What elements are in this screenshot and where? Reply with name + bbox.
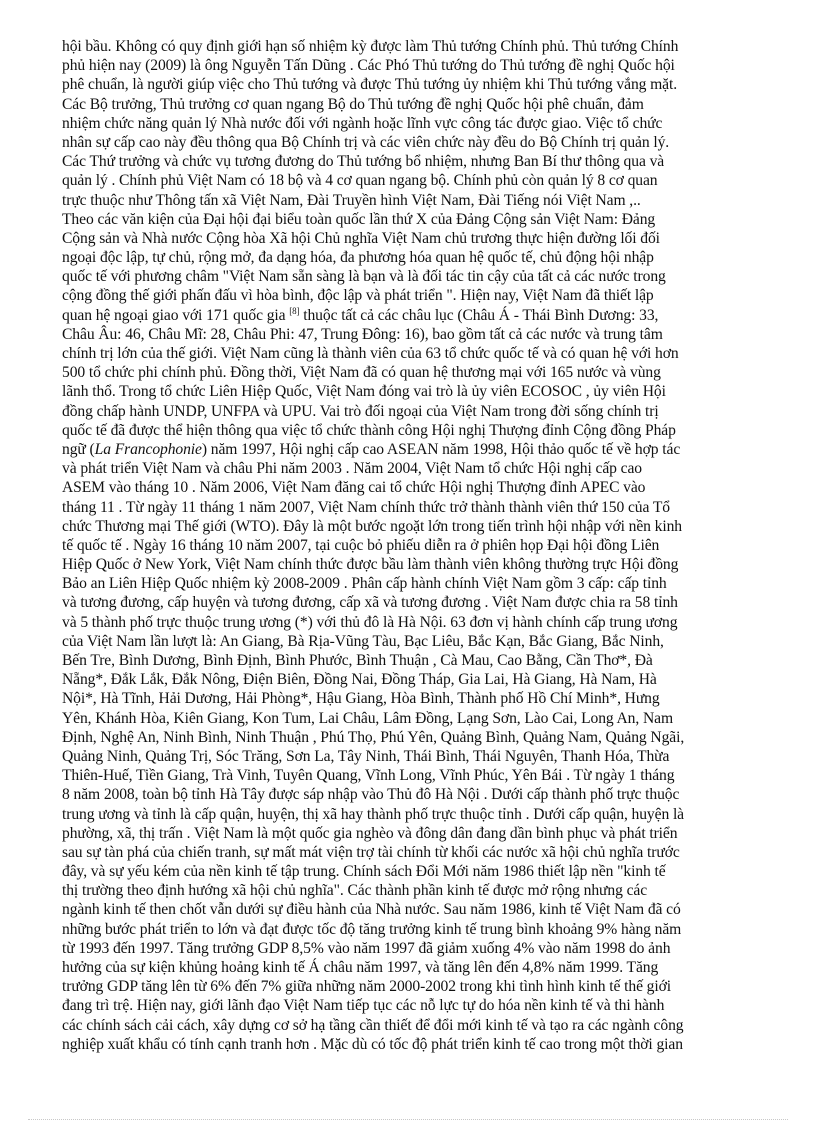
- text-run: ASEM vào tháng 10 . Năm 2006, Việt Nam đăng cai tổ chức Hội nghị Thượng đỉnh APEC vào: [62, 479, 646, 497]
- text-run: những bước phát triển to lớn và đạt được tốc độ tăng trưởng kinh tế trung bình khoảng 9% hàng năm: [62, 920, 682, 938]
- body-text: [62, 37, 782, 1054]
- text-run: trực thuộc như Thông tấn xã Việt Nam, Đài Truyền hình Việt Nam, Đài Tiếng nói Việt Nam ,..: [62, 191, 641, 209]
- text-line: [62, 1016, 782, 1035]
- text-run: tháng 11 . Từ ngày 11 tháng 1 năm 2007, Việt Nam chính thức trở thành thành viên thứ 150 của Tổ: [62, 498, 670, 516]
- text-line: [62, 709, 782, 728]
- text-run: quan hệ ngoại giao với 171 quốc gia: [62, 306, 290, 324]
- text-line: [62, 478, 782, 497]
- text-run: đang trì trệ. Hiện nay, giới lãnh đạo Việt Nam tiếp tục các nỗ lực tự do hóa nền kinh tế và thi hành: [62, 997, 665, 1015]
- text-run: phê chuẩn, là người giúp việc cho Thủ tướng và được Thủ tướng ủy nhiệm khi Thủ tướng vắng mặt.: [62, 76, 678, 94]
- text-line: [62, 555, 782, 574]
- text-run: trưởng GDP tăng lên từ 6% đến 7% giữa những năm 2000-2002 trong khi tình hình kinh tế thế giới: [62, 978, 671, 996]
- text-line: [62, 171, 782, 190]
- text-line: [62, 248, 782, 267]
- text-run: quản lý . Chính phủ Việt Nam có 18 bộ và 4 cơ quan ngang bộ. Chính phủ còn quản lý 8 cơ quan: [62, 172, 658, 190]
- text-line: [62, 728, 782, 747]
- footnote-reference[interactable]: [8]: [289, 305, 300, 316]
- text-line: [62, 95, 782, 114]
- text-line: [62, 191, 782, 210]
- text-run: sau sự tàn phá của chiến tranh, sự mất mát viện trợ tài chính từ khối các nước xã hội chủ nghĩa trước: [62, 843, 680, 861]
- text-line: [62, 1035, 782, 1054]
- text-line: [62, 286, 782, 305]
- text-run: Nẵng*, Đắk Lắk, Đắk Nông, Điện Biên, Đồng Nai, Đồng Tháp, Gia Lai, Hà Giang, Hà Nam, Hà: [62, 671, 657, 689]
- text-line: [62, 977, 782, 996]
- text-run: hội bầu. Không có quy định giới hạn số nhiệm kỳ được làm Thủ tướng Chính phủ. Thủ tướng Chính: [62, 38, 679, 55]
- text-run: phủ hiện nay (2009) là ông Nguyễn Tấn Dũng . Các Phó Thủ tướng do Thủ tướng đề nghị Quốc hội: [62, 57, 675, 75]
- text-run: Các Bộ trưởng, Thủ trưởng cơ quan ngang Bộ do Thủ tướng đề nghị Quốc hội phê chuẩn, đảm: [62, 95, 644, 113]
- text-line: [62, 306, 782, 325]
- text-run: 8 năm 2008, toàn bộ tỉnh Hà Tây được sáp nhập vào Thủ đô Hà Nội . Dưới cấp thành phố trực thuộc: [62, 786, 680, 804]
- italic-term: La Francophonie: [94, 440, 202, 458]
- text-line: [62, 900, 782, 919]
- text-run: ngành kinh tế then chốt vẫn dưới sự điều hành của Nhà nước. Sau năm 1986, kinh tế Việt Nam đã có: [62, 901, 681, 919]
- text-line: [62, 862, 782, 881]
- text-run: Cộng sản và Nhà nước Cộng hòa Xã hội Chủ nghĩa Việt Nam chủ trương thực hiện đường lối đối: [62, 229, 660, 247]
- text-run: đồng chấp hành UNDP, UNFPA và UPU. Vai trò đối ngoại của Việt Nam trong đời sống chính trị: [62, 402, 659, 420]
- text-line: [62, 536, 782, 555]
- text-run: 500 tổ chức phi chính phủ. Đồng thời, Việt Nam đã có quan hệ thương mại với 165 nước và vùng: [62, 364, 661, 382]
- text-line: [62, 56, 782, 75]
- text-line: [62, 785, 782, 804]
- text-line: [62, 210, 782, 229]
- text-line: [62, 766, 782, 785]
- text-run: nhân sự cấp cao này đều thông qua Bộ Chính trị và các viên chức này đều do Bộ Chính trị quản lý.: [62, 133, 670, 151]
- text-run: hưởng của sự kiện khủng hoảng kinh tế Á châu năm 1997, và tăng lên đến 4,8% năm 1999. Tăng: [62, 959, 659, 976]
- text-run: nghiệp xuất khẩu có tính cạnh tranh hơn . Mặc dù có tốc độ phát triển kinh tế cao trong một thời gian: [62, 1035, 683, 1053]
- text-run: quốc tế với phương châm "Việt Nam sẵn sàng là bạn và là đối tác tin cậy của tất cả các nước trong: [62, 268, 666, 286]
- text-run: lãnh thổ. Trong tổ chức Liên Hiệp Quốc, Việt Nam đóng vai trò là ủy viên ECOSOC , ủy viên Hội: [62, 383, 666, 401]
- text-run: phường, xã, thị trấn . Việt Nam là một quốc gia nghèo và đông dân đang dần bình phục và phát triển: [62, 824, 678, 842]
- text-run: Định, Nghệ An, Ninh Bình, Ninh Thuận , Phú Thọ, Phú Yên, Quảng Bình, Quảng Nam, Quảng Ngãi,: [62, 728, 685, 746]
- text-run: của Việt Nam lần lượt là: An Giang, Bà Rịa-Vũng Tàu, Bạc Liêu, Bắc Kạn, Bắc Giang, Bắc Ninh,: [62, 632, 664, 650]
- text-run: ngữ (: [62, 440, 95, 458]
- text-run: nhiệm chức năng quản lý Nhà nước đối với ngành hoặc lĩnh vực công tác được giao. Việc tổ chức: [62, 114, 663, 132]
- text-run: Theo các văn kiện của Đại hội đại biểu toàn quốc lần thứ X của Đảng Cộng sản Việt Nam: Đảng: [62, 210, 656, 228]
- text-run: Nội*, Hà Tĩnh, Hải Dương, Hải Phòng*, Hậu Giang, Hòa Bình, Thành phố Hồ Chí Minh*, Hưng: [62, 690, 660, 708]
- text-line: [62, 498, 782, 517]
- text-line: [62, 958, 782, 977]
- text-line: [62, 593, 782, 612]
- text-run: và 5 thành phố trực thuộc trung ương (*) với thủ đô là Hà Nội. 63 đơn vị hành chính cấp trung ương: [62, 613, 678, 631]
- text-run: ngoại độc lập, tự chủ, rộng mở, đa dạng hóa, đa phương hóa quan hệ quốc tế, chủ động hội nhập: [62, 249, 654, 267]
- text-run: tế quốc tế . Ngày 16 tháng 10 năm 2007, tại cuộc bỏ phiếu diễn ra ở phiên họp Đại hội đồng Liên: [62, 536, 660, 554]
- text-run: thuộc tất cả các châu lục (Châu Á - Thái Bình Dương: 33,: [299, 306, 659, 324]
- text-line: [62, 325, 782, 344]
- text-run: Thiên-Huế, Tiền Giang, Trà Vinh, Tuyên Quang, Vĩnh Long, Vĩnh Phúc, Yên Bái . Từ ngày 1 tháng: [62, 767, 675, 785]
- text-run: Châu Âu: 46, Châu Mĩ: 28, Châu Phi: 47, Trung Đông: 16), bao gồm tất cả các nước và trung tâm: [62, 325, 663, 343]
- text-line: [62, 344, 782, 363]
- text-run: thị trường theo định hướng xã hội chủ nghĩa". Các thành phần kinh tế được mở rộng nhưng các: [62, 882, 648, 900]
- text-run: chức Thương mại Thế giới (WTO). Đây là một bước ngoặt lớn trong tiến trình hội nhập với nền kinh: [62, 517, 682, 535]
- text-line: [62, 747, 782, 766]
- text-line: [62, 939, 782, 958]
- text-run: các chính sách cải cách, xây dựng cơ sở hạ tầng cần thiết để đổi mới kinh tế và tạo ra các ngành công: [62, 1016, 684, 1034]
- text-line: [62, 382, 782, 401]
- text-line: [62, 651, 782, 670]
- text-line: [62, 613, 782, 632]
- text-run: chính trị lớn của thế giới. Việt Nam cũng là thành viên của 63 tổ chức quốc tế và có quan hệ với hơn: [62, 345, 679, 362]
- text-line: [62, 402, 782, 421]
- text-run: cộng đồng thế giới phấn đấu vì hòa bình, độc lập và phát triển ". Hiện nay, Việt Nam đã thiết lập: [62, 287, 654, 305]
- text-line: [62, 152, 782, 171]
- text-line: [62, 996, 782, 1015]
- text-line: [62, 133, 782, 152]
- text-run: ) năm 1997, Hội nghị cấp cao ASEAN năm 1998, Hội thảo quốc tế về hợp tác: [201, 440, 681, 458]
- text-line: [62, 805, 782, 824]
- text-line: [62, 114, 782, 133]
- text-run: quốc tế đã được thể hiện thông qua việc tổ chức thành công Hội nghị Thượng đỉnh Cộng đồng Pháp: [62, 421, 676, 439]
- text-line: [62, 881, 782, 900]
- text-line: [62, 421, 782, 440]
- text-run: Quảng Ninh, Quảng Trị, Sóc Trăng, Sơn La, Tây Ninh, Thái Bình, Thái Nguyên, Thanh Hóa, Thừa: [62, 747, 670, 765]
- text-line: [62, 267, 782, 286]
- text-line: [62, 229, 782, 248]
- text-run: Các Thứ trưởng và chức vụ tương đương do Thủ tướng bổ nhiệm, nhưng Ban Bí thư thông qua và: [62, 153, 665, 171]
- text-line: [62, 37, 782, 56]
- text-line: [62, 75, 782, 94]
- text-run: từ 1993 đến 1997. Tăng trưởng GDP 8,5% vào năm 1997 đã giảm xuống 4% vào năm 1998 do ảnh: [62, 939, 671, 957]
- text-line: [62, 574, 782, 593]
- text-run: đây, và sự yếu kém của nền kinh tế tập trung. Chính sách Đổi Mới năm 1986 thiết lập nền "kinh tế: [62, 863, 666, 881]
- text-line: [62, 670, 782, 689]
- text-line: [62, 517, 782, 536]
- text-run: Bến Tre, Bình Dương, Bình Định, Bình Phước, Bình Thuận , Cà Mau, Cao Bằng, Cần Thơ*, Đà: [62, 652, 653, 669]
- text-run: và tương đương, cấp huyện và tương đương, cấp xã và tương đương . Việt Nam được chia ra 58 tỉnh: [62, 594, 678, 612]
- text-line: [62, 363, 782, 382]
- text-line: [62, 920, 782, 939]
- text-run: và phát triển Việt Nam và châu Phi năm 2003 . Năm 2004, Việt Nam tổ chức Hội nghị cấp cao: [62, 460, 642, 478]
- page-bottom-divider: [28, 1119, 788, 1120]
- text-line: [62, 843, 782, 862]
- text-line: [62, 632, 782, 651]
- text-line: [62, 824, 782, 843]
- text-line: [62, 440, 782, 459]
- text-line: [62, 459, 782, 478]
- text-run: Hiệp Quốc ở New York, Việt Nam chính thức được bầu làm thành viên không thường trực Hội đồng: [62, 556, 679, 574]
- text-run: trung ương và tỉnh là cấp quận, huyện, thị xã hay thành phố trực thuộc tỉnh . Dưới cấp quận, huyện là: [62, 805, 684, 823]
- text-run: Bảo an Liên Hiệp Quốc nhiệm kỳ 2008-2009 . Phân cấp hành chính Việt Nam gồm 3 cấp: cấp tỉnh: [62, 575, 667, 593]
- text-line: [62, 689, 782, 708]
- text-run: Yên, Khánh Hòa, Kiên Giang, Kon Tum, Lai Châu, Lâm Đồng, Lạng Sơn, Lào Cai, Long An, Nam: [62, 709, 673, 727]
